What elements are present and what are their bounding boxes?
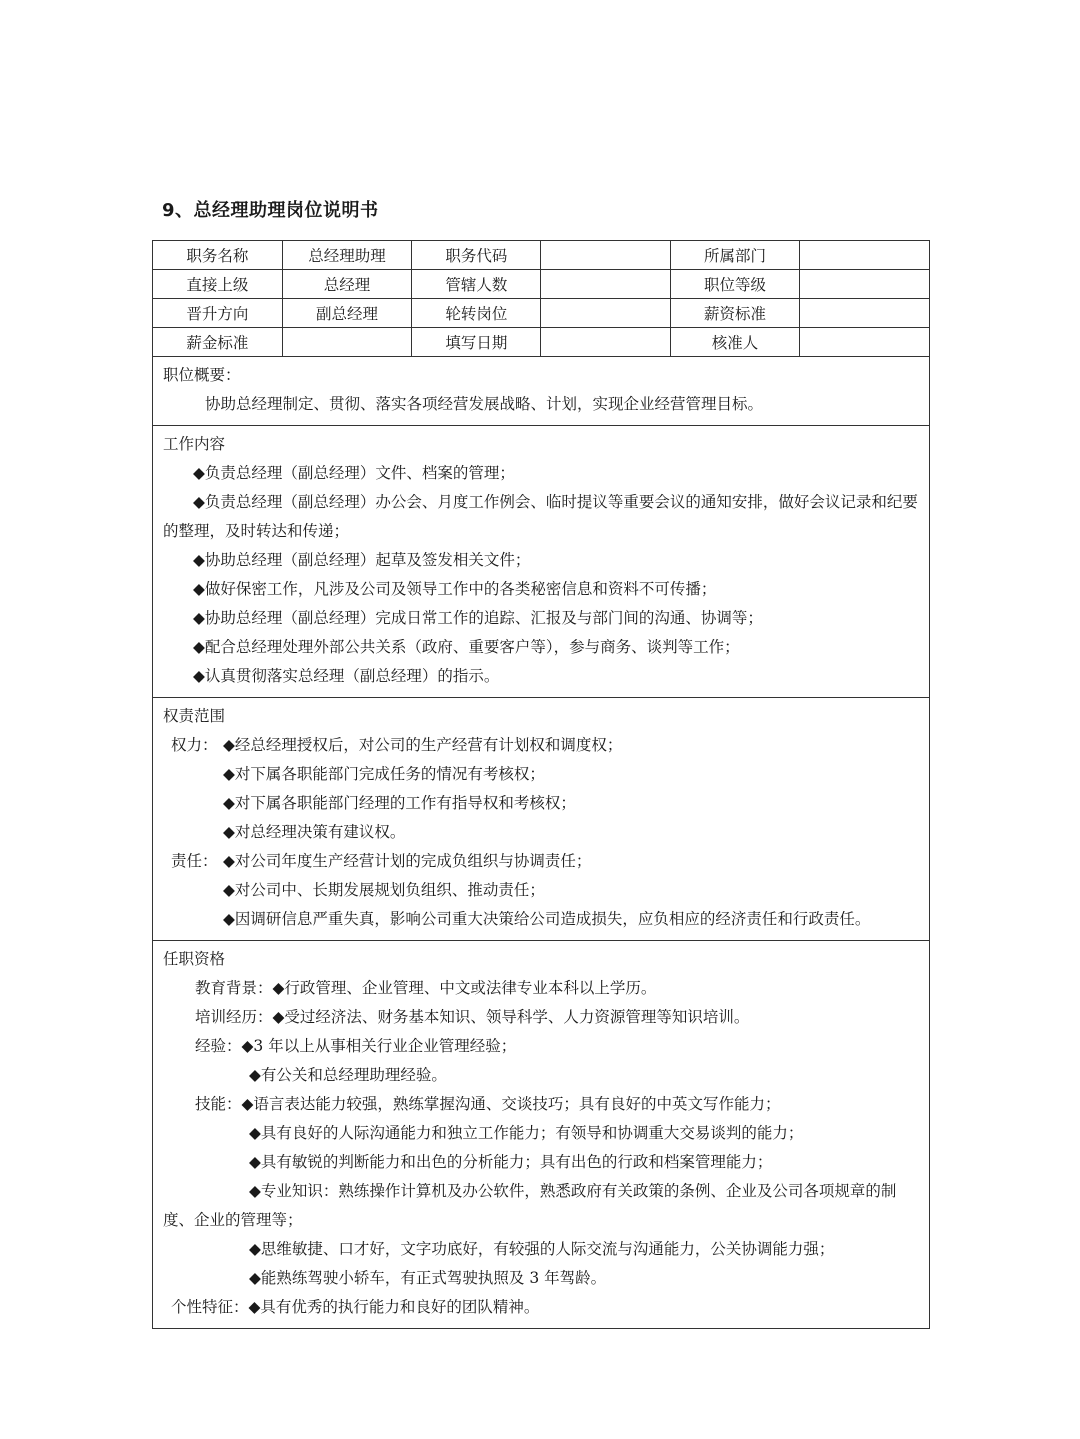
list-item: ◆对下属各职能部门经理的工作有指导权和考核权； [223,794,576,812]
personality-line: 个性特征：◆具有优秀的执行能力和良好的团队精神。 [171,1298,540,1316]
table-row [153,270,929,299]
list-item: ◆语言表达能力较强，熟练掌握沟通、交谈技巧；具有良好的中英文写作能力； [241,1095,781,1113]
skills-label: 技能： [195,1095,242,1113]
list-item: ◆3 年以上从事相关行业企业管理经验； [241,1037,517,1055]
table-cell [800,241,929,270]
page-title: 9、总经理助理岗位说明书 [162,200,379,221]
qualifications-heading: 任职资格 [163,950,226,968]
list-item: ◆专业知识：熟练操作计算机及办公软件，熟悉政府有关政策的条例、企业及公司各项规章的制度、企业的管理等； [163,1182,897,1229]
power-label: 权力： [171,736,218,754]
list-item: ◆对总经理决策有建议权。 [223,823,406,841]
work-heading: 工作内容 [163,435,226,453]
table-row [153,299,929,328]
list-item: ◆有公关和总经理助理经验。 [249,1066,447,1084]
authority-heading: 权责范围 [163,707,226,725]
table-cell: 职位等级 [670,270,799,299]
list-item: ◆认真贯彻落实总经理（副总经理）的指示。 [193,667,500,685]
table-cell: 薪金标准 [153,328,282,357]
list-item: ◆配合总经理处理外部公共关系（政府、重要客户等），参与商务、谈判等工作； [193,638,740,656]
overview-section [153,357,929,425]
education-line: 教育背景：◆行政管理、企业管理、中文或法律专业本科以上学历。 [195,979,657,997]
list-item: ◆负责总经理（副总经理）办公会、月度工作例会、临时提议等重要会议的通知安排，做好会议记录和纪要的整理，及时转达和传递； [163,493,918,540]
basic-info-table [153,241,929,357]
table-cell [541,241,670,270]
work-section [153,425,929,697]
list-item: ◆具有良好的人际沟通能力和独立工作能力；有领导和协调重大交易谈判的能力； [249,1124,804,1142]
table-cell: 职务代码 [412,241,541,270]
list-item: ◆能熟练驾驶小轿车，有正式驾驶执照及 3 年驾龄。 [249,1269,607,1287]
list-item: ◆协助总经理（副总经理）起草及签发相关文件； [193,551,531,569]
job-description-form [152,240,930,1329]
table-cell: 直接上级 [153,270,282,299]
responsibility-label: 责任： [171,852,218,870]
table-cell: 所属部门 [670,241,799,270]
table-cell [282,328,411,357]
list-item: ◆具有敏锐的判断能力和出色的分析能力；具有出色的行政和档案管理能力； [249,1153,773,1171]
table-row [153,328,929,357]
table-cell: 核准人 [670,328,799,357]
table-cell [800,328,929,357]
table-cell: 晋升方向 [153,299,282,328]
qualifications-section [153,940,929,1328]
overview-heading: 职位概要： [163,366,241,384]
list-item: ◆因调研信息严重失真，影响公司重大决策给公司造成损失，应负相应的经济责任和行政责任。 [223,910,871,928]
table-cell: 职务名称 [153,241,282,270]
list-item: ◆协助总经理（副总经理）完成日常工作的追踪、汇报及与部门间的沟通、协调等； [193,609,763,627]
table-cell: 副总经理 [282,299,411,328]
list-item: ◆经总经理授权后，对公司的生产经营有计划权和调度权； [223,736,623,754]
table-cell: 填写日期 [412,328,541,357]
table-cell [800,299,929,328]
overview-text: 协助总经理制定、贯彻、落实各项经营发展战略、计划，实现企业经营管理目标。 [205,395,764,413]
list-item: ◆对公司年度生产经营计划的完成负组织与协调责任； [223,852,592,870]
training-line: 培训经历：◆受过经济法、财务基本知识、领导科学、人力资源管理等知识培训。 [195,1008,750,1026]
table-cell [541,328,670,357]
table-cell [800,270,929,299]
table-cell [541,270,670,299]
table-cell [541,299,670,328]
experience-label: 经验： [195,1037,242,1055]
table-cell: 轮转岗位 [412,299,541,328]
list-item: ◆思维敏捷、口才好，文字功底好，有较强的人际交流与沟通能力，公关协调能力强； [249,1240,835,1258]
list-item: ◆负责总经理（副总经理）文件、档案的管理； [193,464,515,482]
table-cell: 管辖人数 [412,270,541,299]
table-cell: 总经理 [282,270,411,299]
list-item: ◆对下属各职能部门完成任务的情况有考核权； [223,765,545,783]
list-item: ◆做好保密工作，凡涉及公司及领导工作中的各类秘密信息和资料不可传播； [193,580,717,598]
table-cell: 薪资标准 [670,299,799,328]
table-row [153,241,929,270]
authority-section [153,697,929,940]
table-cell: 总经理助理 [282,241,411,270]
list-item: ◆对公司中、长期发展规划负组织、推动责任； [223,881,545,899]
